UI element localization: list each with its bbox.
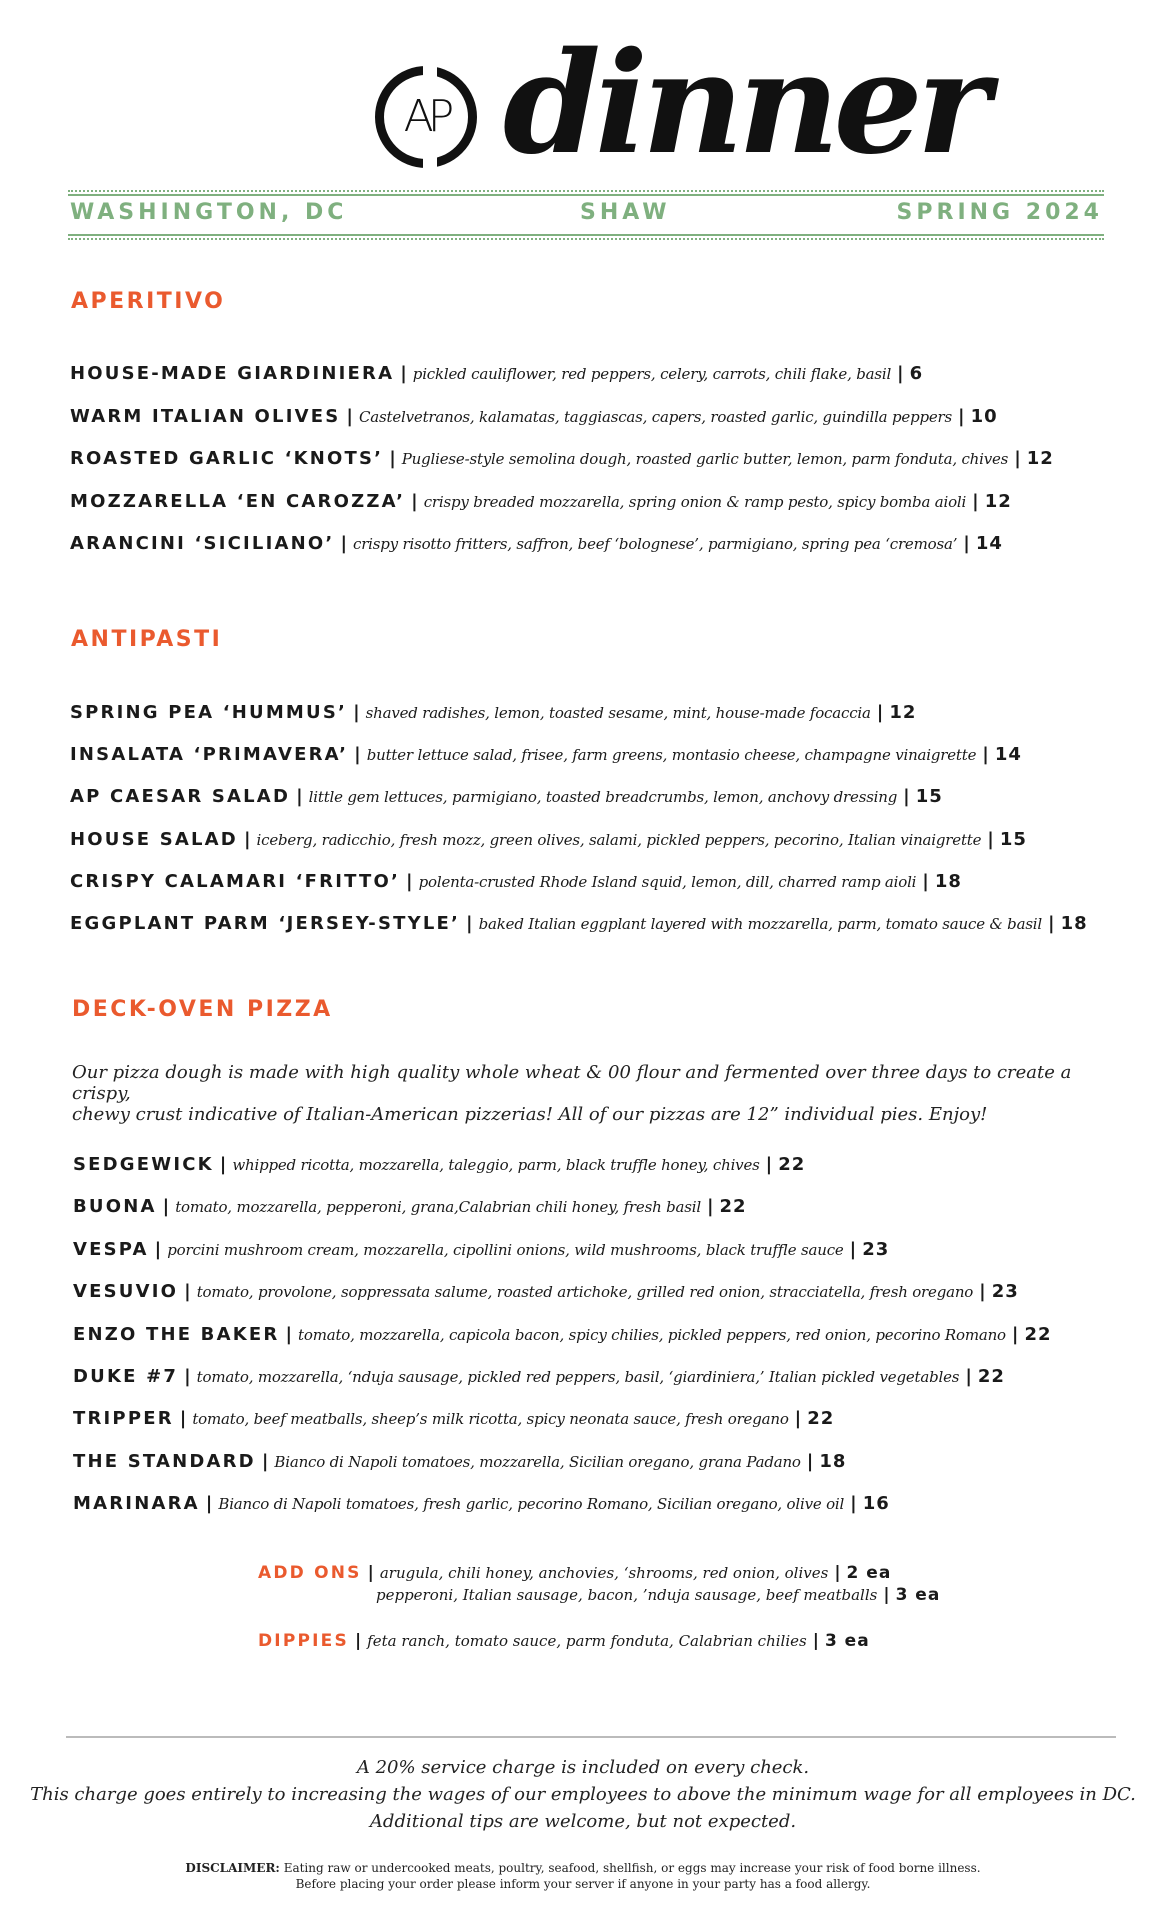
- header-city: WASHINGTON, DC: [70, 200, 348, 225]
- addons-line1: [258, 1562, 891, 1584]
- dippies-desc: feta ranch, tomato sauce, parm fonduta, Calabrian chilies: [367, 1632, 807, 1650]
- addons-price-2: 3 ea: [895, 1585, 941, 1605]
- item-name: ARANCINI ‘SICILIANO’: [70, 533, 335, 554]
- separator: |: [965, 1366, 972, 1387]
- separator: |: [354, 744, 361, 766]
- header-logo: [375, 22, 985, 202]
- disclaimer-label: DISCLAIMER:: [185, 1861, 280, 1875]
- separator: |: [205, 1493, 213, 1515]
- logo-wordmark: dinner: [503, 22, 985, 186]
- item-description: crispy breaded mozzarella, spring onion & ramp pesto, spicy bomba aioli: [423, 492, 967, 511]
- separator: |: [876, 702, 884, 723]
- separator: |: [1048, 913, 1055, 934]
- menu-item: [73, 1492, 890, 1516]
- separator: |: [972, 490, 979, 512]
- pizza-intro-line2: chewy crust indicative of Italian-American pizzerias! All of our pizzas are 12” individual pies. Enjoy!: [72, 1104, 988, 1125]
- menu-item: [70, 701, 916, 725]
- separator: |: [794, 1408, 802, 1430]
- item-name: BUONA: [73, 1196, 157, 1218]
- menu-item: [73, 1280, 1019, 1304]
- item-description: tomato, mozzarella, ‘nduja sausage, pickled red peppers, basil, ‘giardiniera,’ Italian pickled vegetables: [196, 1368, 960, 1386]
- item-price: 23: [991, 1281, 1019, 1303]
- header-rule-top: [68, 190, 1104, 192]
- item-name: DUKE #7: [73, 1366, 179, 1387]
- item-price: 12: [1026, 448, 1054, 469]
- separator: |: [963, 533, 970, 554]
- separator: |: [285, 1323, 293, 1345]
- header-rule-top-solid: [68, 194, 1104, 196]
- item-price: 22: [1024, 1323, 1052, 1345]
- item-price: 22: [977, 1366, 1005, 1387]
- separator: |: [1014, 448, 1021, 469]
- item-price: 18: [934, 870, 962, 892]
- item-description: pickled cauliflower, red peppers, celery, carrots, chili flake, basil: [412, 365, 892, 383]
- item-name: ROASTED GARLIC ‘KNOTS’: [70, 448, 384, 469]
- item-name: WARM ITALIAN OLIVES: [70, 405, 341, 427]
- addons-label: ADD ONS: [258, 1563, 362, 1583]
- item-price: 14: [975, 533, 1003, 554]
- item-description: whipped ricotta, mozzarella, taleggio, parm, black truffle honey, chives: [232, 1156, 760, 1174]
- pizza-intro-line1: Our pizza dough is made with high quality whole wheat & 00 flour and fermented over three days to create a crispy,: [72, 1062, 1072, 1104]
- separator: |: [850, 1493, 857, 1515]
- item-description: tomato, provolone, soppressata salume, roasted artichoke, grilled red onion, stracciatella, fresh oregano: [196, 1283, 974, 1302]
- item-price: 23: [862, 1238, 890, 1260]
- item-name: ENZO THE BAKER: [73, 1323, 280, 1345]
- addons-line2: [376, 1584, 940, 1606]
- item-price: 22: [778, 1154, 806, 1175]
- menu-item: [73, 1407, 834, 1431]
- separator: |: [154, 1238, 162, 1260]
- separator: |: [184, 1281, 191, 1303]
- separator: |: [162, 1196, 170, 1218]
- separator: |: [346, 405, 353, 427]
- menu-item: [70, 870, 962, 894]
- separator: |: [261, 1450, 269, 1472]
- menu-item: [70, 828, 1027, 852]
- menu-item: [70, 785, 943, 809]
- menu-item: [70, 447, 1054, 471]
- menu-item: [73, 1450, 846, 1474]
- item-price: 18: [1060, 913, 1088, 934]
- dippies-line: [258, 1630, 870, 1652]
- item-name: MOZZARELLA ‘EN CAROZZA’: [70, 490, 406, 512]
- item-price: 22: [807, 1408, 835, 1430]
- separator: |: [706, 1196, 714, 1218]
- item-name: INSALATA ‘PRIMAVERA’: [70, 744, 349, 766]
- item-price: 16: [862, 1493, 890, 1515]
- menu-item: [70, 490, 1012, 514]
- section-title-antipasti: ANTIPASTI: [71, 627, 223, 652]
- disclaimer-line-2: Before placing your order please inform your server if anyone in your party has a food allergy.: [295, 1877, 871, 1891]
- item-name: HOUSE-MADE GIARDINIERA: [70, 363, 395, 384]
- disclaimer-text-1: Eating raw or undercooked meats, poultry, seafood, shellfish, or eggs may increase your risk of food borne illness.: [283, 1861, 981, 1875]
- item-name: CRISPY CALAMARI ‘FRITTO’: [70, 870, 401, 892]
- separator: |: [982, 744, 989, 766]
- dippies-label: DIPPIES: [258, 1631, 349, 1651]
- item-description: butter lettuce salad, frisee, farm greens, montasio cheese, champagne vinaigrette: [366, 746, 977, 765]
- item-name: SPRING PEA ‘HUMMUS’: [70, 702, 348, 723]
- item-description: tomato, mozzarella, capicola bacon, spicy chilies, pickled peppers, red onion, pecorino Romano: [298, 1325, 1006, 1344]
- separator: |: [883, 1585, 890, 1605]
- item-name: EGGPLANT PARM ‘JERSEY-STYLE’: [70, 913, 461, 934]
- header-location: SHAW: [580, 200, 671, 225]
- separator: |: [979, 1281, 986, 1303]
- separator: |: [411, 490, 418, 512]
- item-description: Bianco di Napoli tomatoes, fresh garlic, pecorino Romano, Sicilian oregano, olive oil: [218, 1495, 845, 1514]
- item-name: SEDGEWICK: [73, 1154, 214, 1175]
- header-rule-bottom: [68, 238, 1104, 240]
- separator: |: [987, 828, 994, 850]
- separator: |: [922, 870, 929, 892]
- separator: |: [812, 1631, 819, 1651]
- logo-monogram: AP: [403, 91, 449, 142]
- item-description: tomato, mozzarella, pepperoni, grana,Calabrian chili honey, fresh basil: [175, 1198, 701, 1217]
- item-description: tomato, beef meatballs, sheep’s milk ricotta, spicy neonata sauce, fresh oregano: [192, 1410, 789, 1429]
- item-price: 15: [915, 786, 943, 808]
- item-description: Castelvetranos, kalamatas, taggiascas, capers, roasted garlic, guindilla peppers: [359, 407, 953, 426]
- dippies-price: 3 ea: [824, 1631, 870, 1651]
- separator: |: [296, 786, 303, 808]
- item-name: VESUVIO: [73, 1281, 179, 1303]
- item-name: THE STANDARD: [73, 1450, 256, 1472]
- menu-item: [70, 532, 1003, 556]
- separator: |: [897, 363, 904, 384]
- section-title-pizza: DECK-OVEN PIZZA: [72, 997, 333, 1022]
- separator: |: [179, 1408, 187, 1430]
- footer-rule: [66, 1736, 1116, 1738]
- addons-price-1: 2 ea: [846, 1563, 892, 1583]
- separator: |: [243, 828, 251, 850]
- item-price: 22: [719, 1196, 747, 1218]
- separator: |: [958, 405, 965, 427]
- item-description: porcini mushroom cream, mozzarella, cipollini onions, wild mushrooms, black truffle sauce: [167, 1240, 844, 1259]
- menu-item: [73, 1365, 1005, 1389]
- item-description: Bianco di Napoli tomatoes, mozzarella, Sicilian oregano, grana Padano: [274, 1452, 801, 1471]
- separator: |: [353, 702, 360, 723]
- header-rule-bottom-solid: [68, 234, 1104, 236]
- separator: |: [184, 1366, 191, 1387]
- service-line-2: This charge goes entirely to increasing the wages of our employees to above the minimum wage for all employees in DC.: [30, 1784, 1136, 1805]
- item-price: 18: [819, 1450, 847, 1472]
- separator: |: [1011, 1323, 1019, 1345]
- menu-item: [73, 1238, 889, 1262]
- item-name: VESPA: [73, 1238, 149, 1260]
- separator: |: [903, 786, 910, 808]
- item-price: 12: [889, 702, 917, 723]
- separator: |: [367, 1563, 374, 1583]
- addons-desc-1: arugula, chili honey, anchovies, ‘shrooms, red onion, olives: [379, 1564, 829, 1582]
- separator: |: [466, 913, 473, 934]
- item-name: MARINARA: [73, 1493, 200, 1515]
- separator: |: [400, 363, 407, 384]
- menu-item: [70, 912, 1088, 936]
- separator: |: [389, 448, 396, 469]
- item-description: iceberg, radicchio, fresh mozz, green olives, salami, pickled peppers, pecorino, Italian vinaigrette: [256, 830, 982, 849]
- item-description: polenta-crusted Rhode Island squid, lemon, dill, charred ramp aioli: [418, 872, 917, 891]
- item-price: 15: [999, 828, 1027, 850]
- item-name: HOUSE SALAD: [70, 828, 238, 850]
- separator: |: [849, 1238, 857, 1260]
- separator: |: [340, 533, 348, 554]
- menu-item: [70, 362, 923, 386]
- item-description: baked Italian eggplant layered with mozzarella, parm, tomato sauce & basil: [478, 915, 1043, 933]
- header-season: SPRING 2024: [896, 200, 1103, 225]
- menu-item: [70, 743, 1022, 767]
- service-line-1: A 20% service charge is included on every check.: [356, 1757, 810, 1778]
- separator: |: [354, 1631, 362, 1651]
- item-name: TRIPPER: [73, 1408, 174, 1430]
- item-description: little gem lettuces, parmigiano, toasted breadcrumbs, lemon, anchovy dressing: [308, 788, 898, 807]
- item-description: Pugliese-style semolina dough, roasted garlic butter, lemon, parm fonduta, chives: [401, 450, 1009, 468]
- pizza-intro: [72, 1062, 1072, 1125]
- menu-item: [73, 1153, 805, 1177]
- item-name: AP CAESAR SALAD: [70, 786, 291, 808]
- section-title-aperitivo: APERITIVO: [71, 289, 226, 314]
- item-description: shaved radishes, lemon, toasted sesame, mint, house-made focaccia: [365, 704, 871, 722]
- separator: |: [806, 1450, 814, 1472]
- disclaimer-line-1: [0, 1861, 1166, 1875]
- separator: |: [765, 1154, 773, 1175]
- separator: |: [406, 870, 413, 892]
- service-line-3: Additional tips are welcome, but not expected.: [369, 1811, 797, 1832]
- separator: |: [834, 1563, 841, 1583]
- menu-item: [70, 405, 998, 429]
- item-description: crispy risotto fritters, saffron, beef ‘bolognese’, parmigiano, spring pea ‘cremosa’: [353, 535, 958, 553]
- separator: |: [219, 1154, 227, 1175]
- item-price: 12: [984, 490, 1012, 512]
- item-price: 6: [909, 363, 924, 384]
- item-price: 10: [970, 405, 998, 427]
- menu-item: [73, 1195, 747, 1219]
- addons-desc-2: pepperoni, Italian sausage, bacon, ’nduja sausage, beef meatballs: [376, 1586, 878, 1604]
- menu-item: [73, 1323, 1052, 1347]
- item-price: 14: [994, 744, 1022, 766]
